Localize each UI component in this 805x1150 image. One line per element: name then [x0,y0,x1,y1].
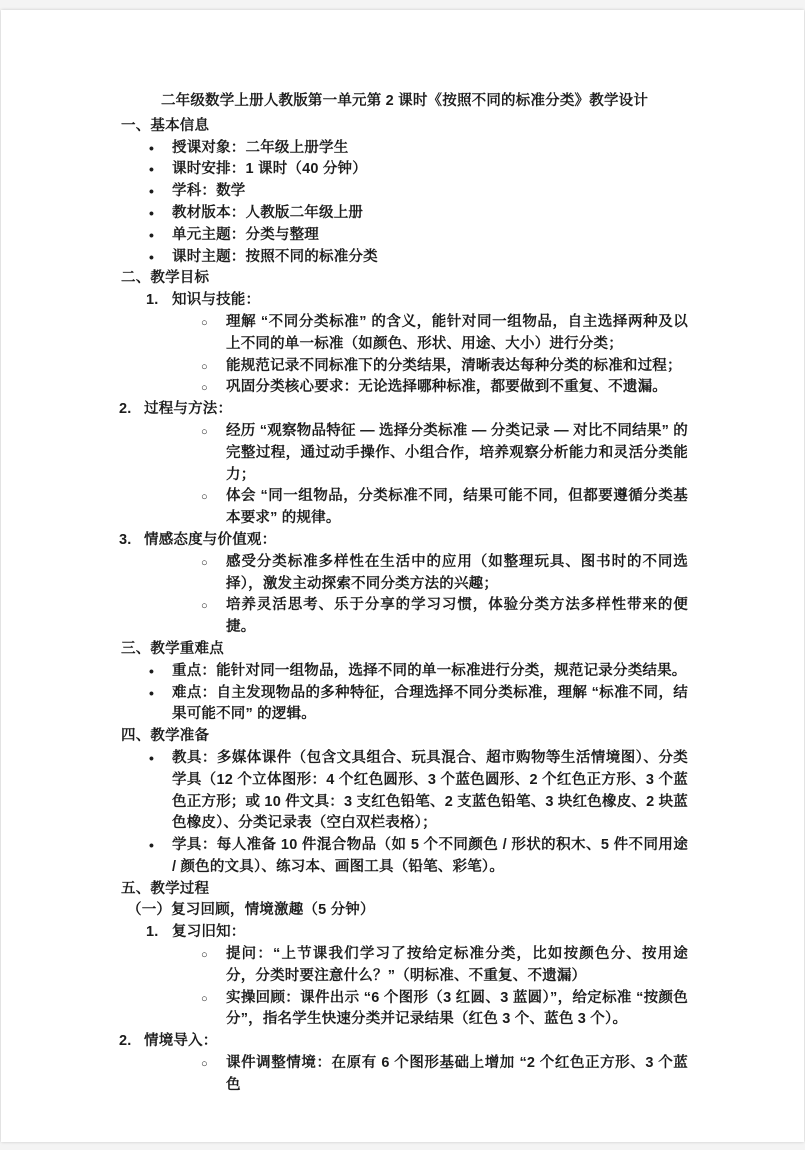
item-text: 学科：数学 [172,183,246,200]
list-item [146,922,688,944]
item-text: 难点：自主发现物品的多种特征，合理选择不同分类标准，理解 “标准不同，结果可能不同” 的逻辑。 [172,684,688,723]
item-text: 课时主题：按照不同的标准分类 [172,248,378,265]
list-item [119,399,688,421]
list-item [149,247,688,269]
list-item [201,944,688,988]
circle-icon: ○ [201,360,208,373]
list-item [149,683,688,727]
circle-icon: ○ [201,992,208,1005]
bullet-icon: • [149,204,155,221]
item-text: 单元主题：分类与整理 [172,226,319,243]
list-item [201,988,688,1032]
list-item [201,356,688,378]
item-number: 3. [119,531,132,548]
bullet-icon: • [149,139,155,156]
item-text: 过程与方法： [144,401,233,418]
bullet-icon: • [149,226,155,243]
list-item [201,377,688,399]
item-text: 感受分类标准多样性在生活中的应用（如整理玩具、图书时的不同选择），激发主动探索不同分类方法的兴趣； [226,553,688,592]
list-item [149,138,688,160]
list-item [201,486,688,530]
item-text: 情境导入： [144,1033,218,1050]
item-number: 2. [119,401,132,418]
item-number: 1. [146,292,159,309]
item-text: 教具：多媒体课件（包含文具组合、玩具混合、超市购物等生活情境图）、分类学具（12 个立体图形：4 个红色圆形、3 个蓝色圆形、2 个红色正方形、3 个蓝色正方形；或 10 件文具：3 支红色铅笔、2 支蓝色铅笔、3 块红色橡皮、2 块蓝色橡皮）、分类记录表（空白双栏表格）； [172,749,688,832]
section-heading [121,639,688,661]
item-number: 2. [119,1033,132,1050]
list-item [149,181,688,203]
item-text: 实操回顾：课件出示 “6 个图形（3 红圆、3 蓝圆）”，给定标准 “按颜色分”，指名学生快速分类并记录结果（红色 3 个、蓝色 3 个）。 [226,989,688,1028]
section-heading [127,900,688,922]
circle-icon: ○ [201,949,208,962]
section-heading [121,726,688,748]
document-page [1,10,804,1142]
bullet-icon: • [149,662,155,679]
document-body [1,91,804,1097]
circle-icon: ○ [201,316,208,329]
bullet-icon: • [149,837,155,854]
list-item [149,661,688,683]
list-item [201,1053,688,1097]
item-text: 情感态度与价值观： [144,531,277,548]
item-text: 提问：“上节课我们学习了按给定标准分类，比如按颜色分、按用途分，分类时要注意什么？”（明标准、不重复、不遗漏） [226,946,688,984]
item-text: 课件调整情境：在原有 6 个图形基础上增加 “2 个红色正方形、3 个蓝色 [226,1055,688,1093]
section-heading [121,879,688,901]
circle-icon: ○ [201,600,208,613]
document-title: 二年级数学上册人教版第一单元第 2 课时《按照不同的标准分类》教学设计 [160,93,649,109]
circle-icon: ○ [201,382,208,395]
list-item [119,1031,688,1053]
item-text: 四、教学准备 [121,728,210,745]
bullet-icon: • [149,248,155,265]
item-text: 教材版本：人教版二年级上册 [172,204,364,221]
circle-icon: ○ [201,425,208,438]
list-item [201,421,688,486]
item-text: 重点：能针对同一组物品，选择不同的单一标准进行分类，规范记录分类结果。 [172,662,687,679]
item-number: 1. [146,924,159,941]
list-item [149,225,688,247]
list-item [201,312,688,356]
item-text: 能规范记录不同标准下的分类结果，清晰表达每种分类的标准和过程； [226,357,682,374]
list-item [149,203,688,225]
item-text: 二、教学目标 [121,270,210,287]
item-text: 知识与技能： [172,292,261,309]
item-text: 巩固分类核心要求：无论选择哪种标准，都要做到不重复、不遗漏。 [226,379,667,396]
item-text: 五、教学过程 [121,880,210,897]
section-heading [121,116,688,138]
list-item [201,552,688,596]
item-text: （一）复习回顾，情境激趣（5 分钟） [127,902,375,919]
item-text: 课时安排：1 课时（40 分钟） [172,161,367,178]
circle-icon: ○ [201,1058,208,1071]
list-item [146,290,688,312]
circle-icon: ○ [201,556,208,569]
bullet-icon: • [149,161,155,178]
list-item [149,835,688,879]
circle-icon: ○ [201,491,208,504]
item-text: 体会 “同一组物品，分类标准不同，结果可能不同，但都要遵循分类基本要求” 的规律。 [226,488,688,527]
document-blocks [1,116,804,1097]
list-item [119,530,688,552]
list-item [149,159,688,181]
list-item [201,595,688,639]
list-item [149,748,688,835]
item-text: 三、教学重难点 [121,640,224,657]
item-text: 复习旧知： [172,924,246,941]
item-text: 授课对象：二年级上册学生 [172,139,349,156]
bullet-icon: • [149,183,155,200]
item-text: 理解 “不同分类标准” 的含义，能针对同一组物品，自主选择两种及以上不同的单一标准（如颜色、形状、用途、大小）进行分类； [226,313,688,352]
item-text: 培养灵活思考、乐于分享的学习习惯，体验分类方法多样性带来的便捷。 [226,597,688,636]
item-text: 一、基本信息 [121,117,210,134]
bullet-icon: • [149,749,155,766]
section-heading [121,268,688,290]
item-text: 经历 “观察物品特征 — 选择分类标准 — 分类记录 — 对比不同结果” 的完整过程，通过动手操作、小组合作，培养观察分析能力和灵活分类能力； [226,422,688,483]
item-text: 学具：每人准备 10 件混合物品（如 5 个不同颜色 / 形状的积木、5 件不同用途 / 颜色的文具）、练习本、画图工具（铅笔、彩笔）。 [172,837,688,875]
bullet-icon: • [149,684,155,701]
